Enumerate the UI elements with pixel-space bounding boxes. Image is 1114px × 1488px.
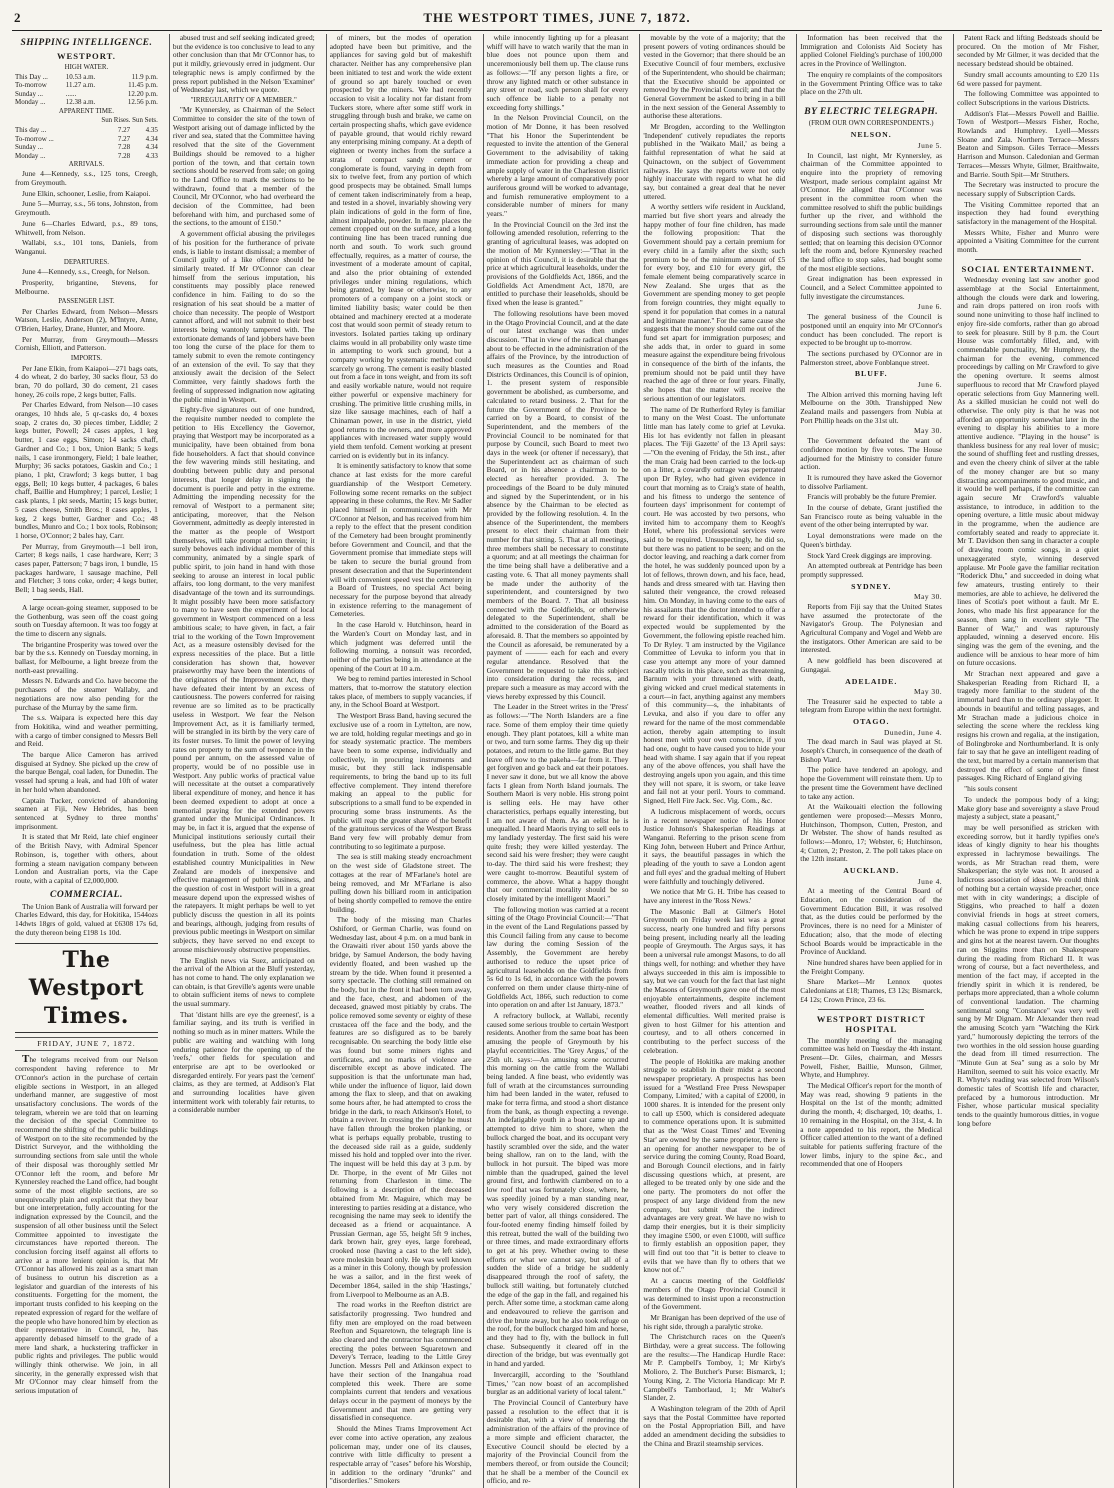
quote-heading: "IRREGULARITY OF A MEMBER." [190, 96, 297, 104]
table-cell: ...... [65, 89, 77, 98]
table-row [15, 152, 158, 160]
article-paragraph: Information has been received that the Immigration and Colonists Aid Society has applied Colonel Fielding's purchase of 100,000 acres in the Province of Wellington. [800, 33, 943, 69]
article-paragraph: The following motion was carried at a recent sitting of the Otago Provincial Council:—"That in the event of the Land Regulations passed by this Council failing from any cause to become law during the coming Session of the Assembly, the Government are hereby authorised to reduce the upset price of agricultural leaseholds on the Goldfields from 5s 6d to 1s 6d, in accordance with the powers conferred on them under clause thirty-nine of Goldfields Act, 1866, such reduction to come into operation on and after 1st January, 1873." [486, 904, 629, 1010]
article-paragraph: We notice that Mr G. H. Tribe has ceased to have any interest in the 'Ross News.' [643, 887, 786, 905]
article-paragraph: Addison's Flat—Messrs Powell and Baillie. Town of Westport—Messrs Fisher, Roche, Rowlands and Humphrey. Lyell—Messrs Sloane and Zala. Northern Terrace—Messrs Beaton and Simpson. Giles Terrace—Messrs Harrison and Munson. Caledonian and German Terraces—Messrs Whyte, Gilmer, Braithwaite, and Barrie. South Spit—Mr Struthers. [957, 108, 1099, 179]
dateline: June 4. [917, 876, 943, 886]
adelaide-heading: ADELAIDE. [845, 676, 898, 686]
table-cell: 12.38 a.m. [65, 98, 96, 107]
masthead-title: THE WESTPORT TIMES, JUNE 7, 1872. [423, 10, 691, 25]
import-item: Per Murray, from Greymouth—1 bell iron, Carter; 8 kegs nails, 1 case hardware, Kerr; 3 cases paper, Patterson; 7 bags iron, 1 bundle, 15 packages hardware, 1 sausage machine, Pell and Fletcher; 3 tons coke, order; 4 kegs butter, Bell; 1 bag seeds, Hall. [15, 541, 158, 595]
table-row [15, 98, 158, 106]
departures-heading: DEPARTURES. [63, 258, 109, 266]
passenger-item: Per Murray, from Greymouth—Messrs Cornish, Elliott, and Patterson. [15, 334, 158, 353]
news-item: The s.s. Waipara is expected here this day from Hokitika, wind and weather permitting, with a cargo of timber consigned to Messrs Bell and Reid. [15, 713, 158, 749]
table-cell: 7.27 [117, 126, 131, 135]
article-paragraph: "his souls consent [964, 784, 1018, 794]
article-paragraph: Sundry small accounts amounting to £20 11s 6d were passed for payment. [957, 69, 1099, 88]
passenger-item: Per Charles Edward, from Nelson—Messrs Watson, Leslie, Anderson (2), M'Intyre, Anne, O'Brien, Harley, Drane, Hunter, and Moore. [15, 306, 158, 334]
table-cell: 7.28 [117, 143, 131, 152]
nelson-heading: NELSON. [850, 130, 892, 140]
article-paragraph: movable by the vote of a majority; that the present powers of voting ordinances should be vested in the Governor; that there should be an Executive Council of four members, exclusive of the Superintendent, who should be chairman; that the Executive should be appointed or removed by the Provincial Council; and that the General Government be asked to bring in a bill in the next session of the General Assembly to authorise these alterations. [643, 33, 786, 121]
newspaper-nameplate: The Westport Times. [15, 943, 158, 1033]
table-cell: Sunday ... [15, 143, 43, 152]
article-paragraph: The road works in the Reefton district are satisfactorily progressing. Two hundred and fifty men are employed on the road between Reefton and Squaretown, the telegraph line is also cleared and the contractor has commenced erecting the poles between Squaretown and Devery's Terrace, leading to the Little Grey Junction. Messrs Pell and Atkinson expect to have their section of the Inangahua road completed this week. There are some complaints current that tenders and vexatious delays occur in the payment of moneys by the Government and that men are getting very dissatisfied in consequence. [329, 1300, 472, 1423]
dateline: June 6. [917, 302, 943, 312]
arrival-item: June 5—Murray, s.s., 56 tons, Johnston, from Greymouth. [15, 199, 158, 218]
article-paragraph: A worthy settlers wife resident in Auckland, married but five short years and already the happy mother of four fine children, has made the following proposition: That the Government should pay a certain premium for every child in a family after the sixth; such premium to be of the minimum amount of £5 for every boy, and £10 for every girl, the female element being comparatively scarce in New Zealand. She urges that as the Government are spending money to get people from foreign countries, they might equally to spend it for population that comes in a natural and legitimate manner." For the same cause she suggests that the money should come out of the fund set apart for immigration purposes; and she adds that, in order to guard in some measure against the expenditure being frivolous in consequence of the birth of the infants, the premium should not be paid until they have reached the age of three or four years. Finally, she hopes that the matter will receive the serious attention of our legislators. [643, 202, 786, 403]
article-paragraph: The Visiting Committee reported that an inspection they had found everything satisfactory in the management of the Hospital. [957, 199, 1099, 227]
table-cell: 7.27 [117, 134, 131, 143]
telegram-item: The police have tendered an apology, and hope the Government will reinstate them. Up to the present time the Government have declined to take any action. [800, 765, 943, 801]
news-item: Captain Tucker, convicted of abandoning seamen at Fiji, New Hebrides, has been sentenced at Sydney to three months' imprisonment. [15, 795, 158, 831]
social-heading: SOCIAL ENTERTAINMENT. [961, 263, 1095, 274]
article-paragraph: The enquiry re complaints of the compositors in the Government Printing Office was to take place on the 27th ult. [800, 69, 943, 97]
shipping-heading: SHIPPING INTELLIGENCE. [20, 38, 153, 48]
news-item: It is stated that Mr Reid, late chief engineer of the British Navy, with Admiral Spencer Robinson, is, together with others, about forming a steam navigation company between London and Australian ports, via the Cape route, with a capital of £2,000,000. [15, 832, 158, 885]
table-cell: 12.56 p.m. [127, 98, 158, 107]
telegram-item: A new goldfield has been discovered at Gungagai. [800, 656, 943, 674]
article-paragraph: The English news via Suez, anticipated on the arrival of the Albion at the Bluff yesterday, has not come to hand. The only explanation we can obtain, is that Greville's agents were unable to obtain sufficient items of news to complete the usual summary. [172, 955, 315, 1009]
high-water-table [15, 73, 158, 107]
telegram-item: The Government defeated the want of confidence motion by five votes. The House adjourned for the Ministry to consider future action. [800, 436, 943, 472]
telegram-item: Francis will probably be the future Premier. [807, 492, 937, 502]
divider [33, 599, 140, 600]
table-row [15, 90, 158, 98]
article-paragraph: abused trust and self seeking indicated greed; but the evidence is too conclusive to lead to any other conclusion than that Mr O'Connor has, to put it mildly, grievously erred in judgment. Our telegraphic news is amply confirmed by the press report published in the Nelson 'Examiner' of Wednesday last, which we quote. [172, 33, 315, 95]
article-paragraph: "Mr Kynnersley, as Chairman of the Select Committee to consider the site of the town of Westport arising out of damage inflicted by the river and sea, stated that the Committee having resolved that the site of the Government Buildings should be removed to a higher portion of the town, and that certain town sections should be reserved from sale; on going to the Land Office to mark the sections to be withdrawn, found that a member of the Council, Mr O'Connor, who had overheard the decision of the Committee, had been beforehand with him, and purchased some of the sections, to the amount of £150." [172, 105, 315, 228]
article-paragraph: may be well personified as stricken with exceeding sorrow, but it hardly typifies one's ideas of kingly dignity to hear his thoughts expressed in lachrymose bewailings. The words, as Mr Strachan read them, were Shakesperian; the style was not. It aroused a ludicrous association of ideas. We could think of nothing but a certain wayside preacher, once met with in city wanderings; a disciple of Stiggins, who preached to half a dozen convivial friends in hogs at street corners, making casual collections from his hearers, which he was prone to expend in tripe suppers and gins hot at the nearest tavern. Our thoughts ran on Stiggins more than on Shakespeare during the reading from Richard II. It was wrong of course, but a fact nevertheless, and mention of the fact may, if accepted in the friendly spirit in which it is rendered, be perhaps more appreciated, than a whole column of conventional laudation. The charming sentimental song "Constance" was very well sung by Mr Dignam. Mr Alexander then read the amusing Scotch yarn "Watching the Kirk yard," humorously depicting the terrors of the two worthies in the old session house guarding the dead from ill timed resurrection. The "Minute Gun at Sea" sung as a solo by Mr Hamilton, seemed to suit his voice exactly. Mr R. Whyte's reading was selected from Wilson's domestic tales of Scottish life and character, prefaced by a humorous introduction. Mr Fisher, whose particular musical speciality tends to the quaintly humorous ditties, in vogue long before [957, 822, 1099, 1128]
telegram-item: In the course of debate, Grant justified the San Francisco route as being valuable in the event of the other being interrupted by war. [800, 503, 943, 530]
import-item: Per Jane Elkin, from Kaiapoi—271 bags oats, 4 do wheat, 2 do barley, 30 sacks flour, 53 do bran, 70 do pollard, 30 do cement, 21 cases honey, 26 coils rope, 2 kegs butter, Falls. [15, 363, 158, 399]
table-row [15, 135, 158, 143]
editorial-paragraph: The telegrams received from our Nelson correspondent having reference to Mr O'Connor's action in the purchase of certain eligible sections in Westport, in an alleged underhand manner, are suggestive of most unsatisfactory conclusions. The words of the telegram, wherein we are told that on learning the decision of the special Committee to recommend the shifting of the public buildings of Westport on to the site recommended by the District Surveyor, and the withholding the surrounding sections from sale until the whole of their disposal was thoroughly settled Mr O'Connor left the room, and before Mr Kynnersley reached the Land office, had bought some of the most eligible sections, are so unequivocally plain and explicit that they bear but one interpretation, fully accounting for the indignation expressed by the Council, and the suspension of all other business until the Select Committee appointed to investigate the circumstances have reported thereon. The conclusion forcing itself against all efforts to arrive at a more lenient opinion is, that Mr O'Connor has allowed his zeal as a smart man of business to outrun his discretion as a legislator and guardian of the interests of his constituents. Forgetting for the moment, the important trusts confided to his keeping on the repeated expression of regard for the welfare of the people who have honored him by election as their representative in Council, he, has apparently debased himself to the grade of a mere land shark, a huckstering trafficker in public rights and privileges. The public would willingly think otherwise. We join, in all sincerity, in the generally expressed wish that Mr O'Connor may clear himself from the serious imputation of [15, 1053, 158, 1396]
article-paragraph: The monthly meeting of the managing committee was held on Tuesday the 4th instant. Present—Dr. Giles, chairman, and Messrs Powell, Fisher, Baillie, Munson, Gilmer, Whyte, and Humphrey. [800, 1035, 943, 1080]
telegram-item: Loyal demonstrations were made on the Queen's birthday. [800, 531, 943, 549]
table-cell: This day ... [15, 126, 47, 135]
article-paragraph: The name of Dr Rutherford Ryley is familiar to many on the West Coast. The unfortunate little man has lately come to grief at Levuka. His lot has evidently not fallen in pleasant places. The 'Fiji Gazette' of the 13 April says:—"On the evening of Friday, the 5th inst., after the man Craig had been carried to the lock-up on a litter, a cowardly outrage was perpetrated upon Dr Ryley, who had given evidence in court that morning as to Craig's state of health, and his fitness to undergo the sentence of fourteen days' imprisonment for contempt of court. He was accosted by two persons, who invited him to accompany them to Keogh's Hotel, where his professional services were said to be required. Unsuspectingly, he did so, but there was no patient to be seen; and on the doctor leaving, and reaching a dark corner from the hotel, he was suddenly pounced upon by a lot of fellows, thrown down, and his face, head, hands and dress smeared with tar. Having then saluted their vengeance, the crowd released him. On Monday, in having come to the ears of his assailants that the doctor intended to offer a reward for their identification, which it was expected would be supplemented by the Government, the following epistle reached him. To Dr Ryley. 'I am instructed by the Vigilance Committee of Levuka to inform you that in case you attempt any more of your damned rascally tricks in this place, such as threatening, Barnum with your threatened with death, giving wicked and cruel medical statements in a court—in fact, anything against any members of this community—s, the inhabitants of Levuka, and also if you dare to offer any reward for the name of the most commendable action, thereby again attempting to insult honest men with your own conscience, if you had one, ought to have caused you to hide your head with shame. I say again that if you repeat any of the above offences, you shall have the destroying angels upon you again, and this time they will not spare, it is sworn, or take leave and fail not at your peril. Yours to command. Signed, Hell Fire Jack. Sec. Vig. Com., &c. [643, 404, 786, 806]
column-1 [12, 34, 161, 1488]
table-cell: 4.35 [145, 126, 158, 135]
telegram-item: At the Waikouaiti election the following gentlemen were proposed:—Messrs Monro, Hutchinson, Thompson, Cutten, Preston, and Dr Webster. The show of hands resulted as follows:—Monro, 17; Webster, 6; Hutchinson, 4; Cutten, 2; Preston, 2. The poll takes place on the 12th instant. [800, 802, 943, 864]
dateline: May 30. [914, 592, 943, 602]
article-paragraph: of miners, but the modes of operation adopted have been but primitive, and the appliances for saving gold but of makeshift character. Neither has any comprehensive plan been initiated to test and work the wide extent of ground so apt barely touched or even prospected by the miners. We had recently occasion to visit a locality not far distant from Tuckers store, where after some stiff work in struggling through bush and brake, we came on certain prospecting shafts, which gave evidence of payable ground, that would richly reward any enterprising mining company. At a depth of eighteen or twenty inches from the surface a strata of compact sandy cement or conglomerate is found, varying in depth from six to twelve feet, from any portion of which good prospects may be obtained. Small lumps of cement taken indiscriminately from a heap, and tested in a shovel, invariably showing very plain indications of gold in the form of fine, almost impalpable, powder. In many places the cement cropped out on the surface, and a long continuing line has been traced running due north and south. To work such ground effectually, requires, as a matter of course, the investment of a moderate amount of capital, and also the prior obtaining of extended privileges under mining regulations, which being granted, by lease or otherwise, to any promoters of a company on a joint stock or limited liability basis; water could be then obtained and machinery erected at a moderate cost that would soon permit of steady return to investors. Isolated parties taking up ordinary claims would in all probability only waste time in attempting to work such ground, but a company working by systematic method could scarcely go wrong. The cement is easily blasted out from a face in tons weight, and from its soft and easily workable nature, would not require either powerful or expensive machinery for crushing. The primitive little crushing mills, in size like sausage machines, each of half a Chinaman power, in use in the district, yield good returns to the owners, and more approved appliances with increased water supply would yield them tenfold. Cement working at present carried on is evidently but in its infancy. [329, 33, 472, 460]
news-item: A large ocean-going steamer, supposed to be the Gothenburg, was seen off the coast going south on Tuesday afternoon. It was too foggy at the time to discern any signals. [15, 602, 158, 638]
article-paragraph: At a caucus meeting of the Goldfields' members of the Otago Provincial Council it was determined to insist upon a reconstruction of the Government. [643, 1276, 786, 1312]
article-paragraph: The Leader in the Street writes in the 'Press' as follows:—"The North Islanders are a fine race. Some of them employ their time quietly enough. They plant potatoes, kill a white man or two, and turn some farms. They dig up their potatoes, and return to the little game. But they leave off now to the pakeha—far from it. They get forgiven and go back and eat their potatoes. I never saw it done, but we all know the above facts I glean from North Island journals. The Southern Maori is very noble. His strong point is selling eels. He may have other characteristics, perhaps equally interesting, but I am not aware of them. As an eelist he is unequalled. I heard Maoris trying to sell eels to my landlady yesterday. The first said his were quite fresh; they were killed yesterday. The second said his were fresher; they were caught to-day. The third said his were freshest; they were caught to-morrow. Beautiful system of commerce, the above. What a happy thought that our commercial morality should be so closely imitated by the intelligent Maori." [486, 702, 629, 903]
article-paragraph: Should the Mines Trams Improvement Act ever come into active operation, any zealous policeman may, under one of its clauses, contrive with little difficulty to present a respectable array of "cases" before his Worship, in addition to the ordinary "drunks" and "disorderlies." Smokers [329, 1424, 472, 1486]
article-paragraph: To undeck the pompous body of a king; Make glory base and sovereignty a slave Proud majesty a subject, state a peasant," [957, 794, 1099, 822]
commercial-heading: COMMERCIAL. [50, 889, 123, 900]
table-cell: To-morrow ... [15, 134, 54, 143]
telegram-item: Nine hundred shares have been applied for in the Freight Company. [800, 957, 943, 976]
departure-item: June 4—Kennedy, s.s., Creegh, for Nelson. [22, 267, 150, 277]
apparent-time-columns: Sun Rises. Sun Sets. [101, 116, 158, 124]
telegram-item: The general business of the Council is postponed until an enquiry into Mr O'Connor's conduct has been concluded. The report is expected to be brought up to-morrow. [800, 312, 943, 348]
arrival-item: June 4—Kennedy, s.s., 125 tons, Creegh, from Greymouth. [15, 169, 158, 188]
table-cell: 4.34 [145, 134, 158, 143]
article-paragraph: The people of Hokitika are making another struggle to establish in their midst a second newspaper proprietary. A prospectus has been issued for a 'Westland Free Press Newspaper Company, Limited,' with a capital of £2000, in 1000 shares. It is intended for the present only to call up £500, which is considered adequate to commence operations upon. It is submitted that as the 'West Coast Times' and 'Evening Star' are owned by the same proprietor, there is an opening for another newspaper to be of service during the coming County, Road Board, and Borough Council elections, and in fairly discussing questions which, at present, are alleged to be treated only by one side and the one party. The promoters do not offer the prospect of any large dividend from the new company, but submit that the indirect advantages are very great. We have no wish to damp their energies, but it is their simplicity they imagine £500, or even £1000, will suffice to firmly establish an opposition paper, they will find out too that "it is better to cleave to evils that we have than fly to others that we know not of." [643, 1056, 786, 1275]
sydney-heading: SYDNEY. [851, 581, 892, 591]
divider [975, 259, 1081, 260]
article-paragraph: A government official abusing the privileges of his position for the furtherance of private ends, is liable to instant dismissal; a member of Council guilty of a like offence should be similarly treated. If Mr O'Connor can clear himself from the serious imputation, his constituents may possibly place renewed confidence in him. Failing to do so the resignation of his seat should be a matter of choice than necessity. The people of Westport cannot afford, and will not submit to their best interests being wantonly tampered with. The extortionate demands of land jobbers have been too long the curse of the place for them to tamely submit to even the remote contingency of an extension of the evil. To say that they anxiously await the decision of the Select Committee, very faintly shadows forth the feeling of suppressed indignation now agitating the public mind in Westport. [172, 229, 315, 404]
column-4 [483, 34, 632, 1488]
article-paragraph: The body of the missing man Charles Oshiford, or German Charlie, was found on Wednesday last, about 4 p.m. on a mud bank in the Orawaiti river about 150 yards above the bridge, by Samuel Anderson, the body having evidently floated, and been washed up the stream by the tide. When found it presented a sorry spectacle. The clothing still remained on the body, but in the front it had been torn away, and the face, chest, and abdomen of the deceased, gnawed most pitiably by crabs. The police removed some seventy or eighty of these crustacea off the face and the body, and the features are so disfigured as to be barely recognisable. On searching the body little else was found but some miners rights and certificates, and no marks of violence are discernible except as above indicated. The supposition is that the unfortunate man had, while under the influence of liquor, laid down among the flax to sleep, and that on awaking some hours after, he had attempted to cross the bridge in the dark, to reach Atkinson's Hotel, to obtain a reviver. In crossing the bridge he must have fallen through the broken planking, or what is perhaps equally probable, trusting to the deceased side rail as a guide, suddenly missed his hold and toppled over into the river. The inquest will be held this day at 3 p.m. by Dr. Thorpe, in the event of Mr Giles not returning from Charleston in time. The following is a description of the deceased obtained from Mr. Maguire, which may be interesting to parties residing at a distance, who recognising the name may seek to identify the deceased as a friend or acquaintance. A Prussian German, age 55, height 5ft 9 inches, dark brown hair, grey eyes, large forehead, crooked nose (having a cast to the left side), wore moleskin beard only. He was well known as a miner in this Colony, though by profession he was a sailor, and in the first week of December 1864, sailed in the ship 'Hastings,' from Liverpool to Melbourne as an A.B. [329, 915, 472, 1299]
apparent-time-heading: APPARENT TIME. [58, 107, 114, 115]
auckland-heading: AUCKLAND. [843, 866, 900, 876]
table-cell: Sunday ... [15, 89, 43, 98]
article-paragraph: Invercargill, according to the 'Southland Times,' "can now boast of an accomplished burglar as an additional variety of local talent." [486, 1369, 629, 1397]
masthead [12, 8, 1102, 31]
passenger-heading: PASSENGER LIST. [58, 298, 115, 306]
divider [818, 1009, 924, 1010]
telegram-item: Great indignation has been expressed in Council, and a Select Committee appointed to fully investigate the circumstances. [800, 274, 943, 301]
telegram-item: The dead march in Saul was played at St. Joseph's Church, in consequence of the death of Bishop Viard. [800, 737, 943, 764]
telegram-item: In Council, last night, Mr Kynnersley, as chairman of the Committee appointed to enquire into the propriety of removing Westport, made serious complaint against Mr O'Connor. He alleged that O'Connor was present in the committee room when the committee resolved to shift the public buildings further up the river, and withhold the surrounding sections from sale until the manner of disposing such sections was thoroughly settled; that on learning this decision O'Connor left the room and, before Kynnersley reached the land office to stop sales, had bought some of the most eligible sections. [800, 150, 943, 273]
article-paragraph: The sea is still making steady encroachment on the west side of Gladstone street. The cottages at the rear of M'Farlane's hotel are being removed, and Mr M'Farlane is also pulling down his billiard room in anticipation of being shortly compelled to remove the entire building. [329, 852, 472, 914]
issue-dateline: FRIDAY, JUNE 7, 1872. [15, 1037, 158, 1051]
columns [12, 33, 1102, 1486]
article-paragraph: The Provincial Council of Canterbury have passed a resolution to the effect that it is desirable that, with a view of rendering the administration of the affairs of the province of a more simple and efficient character, the Executive Council should be elected by a majority of the Provincial Council from the members thereof, or from outside the Council; that he shall be a member of the Council ex officio, and re- [486, 1397, 629, 1486]
telegram-item: The sections purchased by O'Connor are in Palmerston street, above Fonblanque street. [800, 349, 943, 367]
article-paragraph: The Westport Brass Band, having secured the exclusive use of a room in Lyttelton, are now, we are told, holding regular meetings and go in for steady systematic practice. The members have been to some expense, individually and collectively, in procuring instruments and music, but they still lack indispensable requirements, to bring the band up to its full effective complement. They intend therefore making an appeal to the public for subscriptions to a small fund to be expended in procuring some brass instruments. As the public will reap the greater share of the benefit of the gratuitous services of the Westport Brass Band very few will probably demur from contributing to so legitimate a purpose. [329, 711, 472, 851]
table-cell: Monday ... [15, 151, 46, 160]
dateline: June 6. [917, 379, 943, 389]
table-cell: 11.9 p.m. [131, 72, 158, 81]
table-cell: 4.33 [145, 151, 158, 160]
divider [818, 101, 924, 102]
table-cell: 4.34 [145, 143, 158, 152]
telegram-item: Reports from Fiji say that the United States have assumed the protectorate of the Navigator's Group. The Polynesian and Agricultural Company and Vogel and Webb are the instigators. Other American are said to be interested. [800, 601, 943, 655]
table-cell: 12.20 p.m. [127, 89, 158, 98]
table-cell: Monday ... [15, 98, 46, 107]
table-cell: 10.53 a.m. [65, 72, 96, 81]
column-6 [796, 34, 945, 1488]
article-paragraph: In the Nelson Provincial Council, on the motion of Mr Donne, it has been resolved "That his Honor the Superintendent be requested to invite the attention of the General Government to the advisability of taking immediate action for providing a cheap and ample supply of water in the Charleston district whereby a large amount of comparatively poor auriferous ground will be worked to advantage, and furnish remunerative employment to a considerable number of miners for many years." [486, 113, 629, 219]
table-cell: 7.28 [117, 151, 131, 160]
import-item: Per Charles Edward, from Nelson—10 cases oranges, 10 hhds ale, 5 qr-casks do, 4 boxes soap, 2 crates do, 30 pieces timber, Liddle; 2 kegs butter, Powell; 24 cases apples, 1 keg butter, 1 case eggs, Simon; 14 sacks chaff, Gardner and Co.; 1 box, Union Bank; 5 kegs nails, 1 case ironmongery, Field; 1 bale leather, Murphy; 36 sacks potatoes, Gaskin and Co.; 1 piano, 1 pkt, Crawford; 3 kegs butter, 1 bag eggs, Bell; 10 kegs butter, 4 packages, 6 bales chaff, Baillie and Humphrey; 1 parcel, Leslie; 1 cask plants, 1 pkt seeds, Martin; 15 kegs butter, 5 cases cheese, Smith Bros.; 8 cases apples, 1 keg, 2 kegs butter, Gardner and Co.; 48 bundles, Munro and Co.; 1 box tools, Robinson; 1 horse, O'Connor; 2 bales hay, Carr. [15, 400, 158, 540]
article-paragraph: A Washington telegram of the 20th of April says that the Postal Committee have reported on the Postal Appropriation Bill, and have added an amendment deciding the subsidies to the China and Brazil steamship services. [643, 1403, 786, 1448]
table-cell: 11.45 p.m. [128, 81, 158, 90]
article-paragraph: Wednesday evening last saw another good assemblage at the Social Entertainment, although the clouds were dark and lowering, and rain drops pattered on iron roofs with sound none uninviting to those half inclined to enjoy fire-side comforts, rather than go abroad to seek for pleasure. Still by 8 p.m. the Court House was comfortably filled, and, with commendable punctuality, Mr Humphrey, the chairman for the evening, commenced proceedings by calling on Mr Crawford to give the opening overture. It seems almost superfluous to record that Mr Crawford played operatic selections from Guy Mannering well. As a skilled musician he could not well do otherwise. The only pity is that he was not afforded an opportunity somewhat later in the evening to display his abilities to a more attentive audience. "Playing in the house" is thankless business for any real lover of music; the sound of shuffling feet and rustling dresses, and even the cheery chink of silver at the table of the money changer are but so many distracting accompaniments to good music, and it would be well perhaps, if the committee can again secure Mr Crawford's valuable assistance, to introduce, in addition to the opening overture, a little music about midway in the programme, when the audience are comfortably seated and ready to appreciate it. Mr T. Davidson then sang in character a couple of drawing room comic songs, in a quiet unexaggerated style, winning deserved applause. Mr Poole gave the familiar recitation "Roderick Dhu," and succeeded in doing what few amateurs, trusting entirely to their memories, are able to achieve, he delivered the lines of Scotia's poet without a fault. Mr E. Jones, who made his first appearance for the season, then sang in excellent style "The Banner of War," and was rapturously applauded, winning a deserved encore. His singing was the gem of the evening, and the audience will be anxious to hear more of him on future occasions. [957, 275, 1099, 668]
table-row [15, 126, 158, 134]
article-paragraph: Eighty-five signatures out of one hundred, the requisite number needed to complete the petition to His Excellency the Governor, praying that Westport may be incorporated as a municipality, have been obtained from bona fide householders. A fact that should convince the few wavering minds still hesitating, and doubting between public duty and personal interests, that longer delay in signing the document is puerile and petty in the extreme. Admitting the impending necessity for the removal of Westport to a permanent site; anticipating, moreover, that the Nelson Government, admittedly as deeply interested in the matter as the people of Westport themselves, will take prompt action therein; it surely behoves each individual member of this community, animated by a single spark of public spirit, to join hand in hand with those seeking to arouse an interest in local public affairs, too long dormant, to the very manifest disadvantage of the town and its surroundings. It might possibly have been more satisfactory to many to have seen the experiment of local government in Westport commenced on a less ambitious scale; to have given, in fact, a fair trial to the working of the Town Improvement Act, as a measure ostensibly devised for the express necessities of the place. But a little consideration has shown that, however praiseworthy may have been the intentions of the originators of the Improvement Act, they have defeated their intent by an excess of cautiousness. The powers conferred for raising revenue are so limited as to be practically useless in Westport. We fear the Nelson Improvement Act, as it is familiarly termed, will be strangled in its birth by the very care of its foster nurses. To limit the power of levying rates on property to the sum of twopence in the pound per annum, on the assessed value of property, would be of no possible use in Westport. Any public works of practical value will necessitate at the outset a comparatively liberal expenditure of money, and hence it has been deemed expedient to adopt at once a memorial praying for the extended powers granted under the Municipal Ordinances. It may be, in fact it is, argued that the expense of Municipal institutions seriously curtail their usefulness, but the plea has little actual foundation in truth. Some of the oldest established country Municipalities in New Zealand are models of inexpensive and effective management of public business, and the question of cost in Westport will in a great measure depend upon the expressed wishes of the ratepayers. It might perhaps be well to yet publicly discuss the question in all its points and bearings, although, judging from results of previous public meetings in Westport on similar subjects, they have served no end except to arouse mischievously obstructive propensities. [172, 405, 315, 954]
table-cell: This Day ... [15, 72, 48, 81]
dateline: Dunedin, June 4. [884, 727, 943, 737]
article-paragraph: We beg to remind parties interested in School matters, that to-morrow the statutory election takes place, of members to supply vacancies, if any, in the School Board at Westport. [329, 674, 472, 710]
article-paragraph: Mr Brogden, according to the Wellington 'Independent' cutively repudiates the reports published in the 'Waikato Mail,' as being a faithful representation of what he said at Quinactown, on the subject of Government railways. He says the reports were not only highly inaccurate with regard to what he did say, but contained a great deal that he never uttered. [643, 122, 786, 201]
hospital-heading: WESTPORT DISTRICT HOSPITAL [816, 1013, 926, 1034]
commercial-item: The Union Bank of Australia will forward per Charles Edward, this day, for Hokitika, 1544ozs 14dwts 18grs of gold, valued at £6308 17s 6d, the duty thereon being £198 1s 10d. [15, 901, 158, 937]
dateline: May 30. [914, 426, 943, 436]
column-7 [953, 34, 1102, 1488]
table-row [15, 81, 158, 89]
telegram-item: An attempted outbreak at Pentridge has been promptly suppressed. [800, 561, 943, 579]
table-cell: 11.27 a.m. [65, 81, 96, 90]
dateline: May 30. [914, 687, 943, 696]
telegram-item: It is rumoured they have asked the Governor to dissolve Parliament. [800, 472, 943, 491]
arrivals-heading: ARRIVALS. [68, 160, 105, 168]
port-heading: WESTPORT. [56, 51, 116, 61]
telegram-item: The Albion arrived this morning having left Melbourne on the 30th. Transhipped New Zealand mails and passengers from Nubia at Port Phillip heads on the 31st ult. [800, 389, 943, 425]
table-row [15, 73, 158, 81]
high-water-heading: HIGH WATER. [64, 63, 109, 71]
otago-heading: OTAGO. [853, 717, 890, 727]
telegraph-heading: BY ELECTRIC TELEGRAPH. [804, 106, 939, 117]
news-item: Messrs N. Edwards and Co. have become the purchasers of the steamer Wallaby, and negotiations are now also pending for the purchase of the Murray by the same firm. [15, 676, 158, 712]
article-paragraph: The following resolutions have been moved in the Otago Provincial Council, and at the date of our latest exchange was then under discussion. "That in view of the radical changes about to be effected in the administration of the affairs of the Province, by the introduction of such measures as the Counties and Road Districts Ordinances, this Council is of opinion, 1. the present system of responsible government be abolished, as cumbersome, and calculated to retard business. 2. That for the future the Government of the Province be carried on by a Board, to consist of the Superintendent, and the members of the Provincial Council to be nominated for that purpose by Council, such Board to meet two days in the week (or oftener if necessary), that the Superintendent act as chairman of such Board, or in his absence a chairman to be elected as hereafter provided. 3. The proceedings of the Board to be duly minuted and signed by the Superintendent, or in his absence by the Chairman to be elected as provided by the following resolution. 4. In the absence of the Superintendent, the members present to elect their chairman from their number for that sitting. 5. That at all meetings, three members shall be necessary to constitute a quorum; and at all meetings the chairman for the time being shall have a deliberative and a casting vote. 6. That all money payments shall be made under the authority of the superintendent, and countersigned by two members of the Board. 7. That all business connected with the Goldfields, or otherwise delegated to the Superintendent, shall be admitted to the consideration of the Board as aforesaid. 8. That the members so appointed by the Council as aforesaid, be remunerated by a payment of ——— each for each and every regular attendance. Resolved that the Government be requested to take this subject into consideration during the recess, and prepare such a measure as may accord with the views hereby expressed by this Council. [486, 308, 629, 701]
article-paragraph: In the case Harold v. Hutchinson, heard in the Warden's Court on Monday last, and in which judgment was deferred until the following morning, a nonsuit was recorded, neither of the parties being in attendance at the opening of the Court at 10 a.m. [329, 620, 472, 673]
article-paragraph: Messrs White, Fisher and Munro were appointed a Visiting Committee for the current month. [957, 227, 1099, 255]
article-paragraph: The Medical Officer's report for the month of May was read, showing 9 patients in the Hospital on the 1st of the month; admitted during the month, 4; discharged, 10; deaths, 1. 10 remaining in the Hospital, on the 31st, 4. In a note appended to his report, the Medical Officer called attention to the want of a defined suitable for patients suffering fracture of the lower limbs, injury to the spine &c., and recommended that one of Hoopers [800, 1081, 943, 1169]
arrival-item: June 6—Charles Edward, p.s., 89 tons, Whitwell, from Nelson. [15, 218, 158, 237]
column-3 [326, 34, 475, 1488]
article-paragraph: A refractory bullock, at Wallabi, recently caused some serious trouble to certain Westport residents. Another from the same boat has been amusing the people of Greymouth by his playful eccentricities. The 'Grey Argus,' of the 25th ult. says:—An amusing scene occurred this morning on the cattle from the Wallabi being landed. A fine beast, who evidently was full of wrath at the circumstances surrounding him had been landed in the water, refused to make for terra firma, and stood a short distance from the bank, as though expecting a revenge. An indefatigable youth in a boat came up and attempted to drive him to shore, when the bullock charged the boat, and its occupant very hastily scrambled over the side, and the water being shallow, ran on to the land, with the bullock in hot pursuit. The biped was more nimble than the quadruped, gained the level ground first, and forthwith clambered on to a low roof that was fortunately close, where, he was speedily joined by a man standing near, who very wisely considered discretion the better part of valor, all things considered. The four-footed enemy finding himself foiled by this retreat, butted the wall of the building two or three times, and made extraordinary efforts to get at his prey. Whether owing to these efforts or what we cannot say, but all of a sudden the slide of a bridge he suddenly disappeared through the roof of safety, the bullock still waiting, but fortunately clutched the edge of the gap in the fall, and regained his perch. After some time, a stockman came along and endeavoured to relieve the garrison and drive the brute away, but he also took refuge on the roof, for the bullock charged him and horse, and they had to fly, with the bullock in full chase. Subsequently it cleared off in the direction of the bridge, but was eventually got in hand and yarded. [486, 1011, 629, 1369]
departure-item: Prosperity, brigantine, Stevens, for Melbourne. [15, 277, 158, 296]
article-paragraph: while innocently lighting up for a pleasant whiff will have to watch warily that the man in blue does not pounce upon them and unceremoniously bell them up. The clause runs as follows:—"If any person lights a fire, or throw any lighted match or other substance in any street or road, such person shall for every such offence be liable to a penalty not exceeding forty shillings." [486, 33, 629, 112]
arrival-item: June Elkin, schooner, Leslie, from Kaiapoi. [22, 188, 151, 198]
article-paragraph: A ludicrous misplacement of words, occurs in a recent newspaper notice of his Honor Justice Johnson's Shakesperian Readings at Wanganui. Referring to the prison scene from King John, between Hubert and Prince Arthur, it says, the beautiful passages in which the pleading of the youth to save a London agent and full eyes' and the gradual melting of Hubert were faithfully and touchingly delivered. [643, 806, 786, 886]
news-item: The brigantine Prosperity was towed over the bar by the s.s. Kennedy on Tuesday morning, in ballast, for Melbourne, a light breeze from the north-east prevailing. [15, 639, 158, 675]
telegram-item: The Treasurer said he expected to table a telegram from Europe within the next fortnight. [800, 696, 943, 715]
bluff-heading: BLUFF. [854, 369, 888, 379]
article-paragraph: The following Committee was appointed to collect Subscriptions in the various Districts. [957, 89, 1099, 107]
news-item: The barque Alice Cameron has arrived disguised at Sydney. She picked up the crew of the barque Bengal, coal laden, for Dunedin. The vessel had sprung a leak, and had 10ft of water in her hold when abandoned. [15, 750, 158, 794]
article-paragraph: That 'distant hills are eye the greenest', is a familiar saying, and its truth is verified in nothing so much as in miner matters. While the public are waiting and watching with long enduring patience for the opening up of the 'reefs,' other fields for speculation and enterprise are apt to be overlooked or disregarded entirely. For years past the 'cement' claims, as they are termed, at Addison's Flat and surrounding localities have given intermittent work with tolerably fair returns, to a considerable number [172, 1009, 315, 1115]
column-5 [639, 34, 788, 1488]
table-row [15, 143, 158, 151]
article-paragraph: Mr Strachan next appeared and gave a Shakesperian Reading from Richard II, a tragedy more familiar to the student of the immortal bard than to the ordinary playgoer. It abounds in beautiful and telling passages, and Mr Strachan made a judicious choice in selecting the scene where the reckless king resigns his crown and regalia, at the instigation, of Bolingbroke and Northumberland. It is only fair to say that he gave an intelligent reading of the text, but marred by a certain mannerism that destroyed the effect of some of the finest passages. King Richard of England giving [957, 669, 1099, 783]
arrival-item: Wallabi, s.s., 101 tons, Daniels, from Wanganui. [15, 238, 158, 256]
article-paragraph: Patent Rack and lifting Bedsteads should be procured. On the motion of Mr Fisher, seconded by Mr Gilmer, it was decided that the necessary bedstead should be obtained. [957, 33, 1099, 69]
telegram-item: At a meeting of the Central Board of Education, on the consideration of the Government Education Bill, it was resolved that, as the duties could be performed by the Provinces, there is no need for a Minister of Education; also, that the mode of electing School Boards would be impracticable in the Province of Auckland. [800, 886, 943, 957]
article-paragraph: It is eminently satisfactory to know that some chance at last exists for the more careful guardianship of the Westport Cemetery. Following some recent remarks on the subject appearing in these columns, the Rev. Mr Sadler placed himself in communication with Mr O'Connor at Nelson, and has received from him a reply to the effect that the present condition of the Cemetery had been brought prominently before Government and Council, and that the Government promise that immediate steps will be taken to secure the burial ground from present desecration and that the Superintendent will with convenient speed vest the cemetery in a Board of Trustees, no special Act being necessary for the purpose beyond that already in existence referring to the management of Cemeteries. [329, 461, 472, 619]
imports-heading: IMPORTS. [70, 355, 103, 363]
article-paragraph: The Secretary was instructed to procure the necessary supply of Subscription Cards. [957, 180, 1099, 198]
table-cell: To-morrow [15, 81, 47, 90]
article-paragraph: The Christchurch races on the Queen's Birthday, were a great success. The following are the results:—The Handicap Hurdle Race: Mr P. Campbell's Tomboy, 1; Mr Kirby's Molioro, 2. The Butcher's Purse: Bismarck, 1; Young King, 2. The Victoria Handicap: Mr P. Campbell's Tamborlaud, 1; Mr Walter's Slander, 2. [643, 1332, 786, 1403]
page-number: 2 [14, 10, 22, 25]
telegram-item: Share Market—Mr Lennox quotes Caledonians at £18; Thames, £3 12s; Bismarck, £4 12s; Crown Prince, 23 6s. [800, 977, 943, 1004]
article-paragraph: The Masonic Ball at Gilmer's Hotel Greymouth on Friday week last was a great success, nearly one hundred and fifty persons being present, including nearly all the leading people of Greymouth. The Argus says, it has been a universal rule amongst Masons, to do all things well, for nothing: and whether they have always succeeded in this aim is impossible to say, but we can vouch for the fact that last night the Masons of Greymouth gave one of the most enjoyable entertainments, despite inclement weather, flooded rivers and all kinds of elemental difficulties. Well merited praise is given to host Gilmer for his attention and courtesy, and to all others concerned in contributing to the perfect success of the celebration. [643, 906, 786, 1055]
dateline: June 5. [917, 140, 943, 150]
column-2 [169, 34, 318, 1488]
article-paragraph: Mr Branigan has been deprived of the use of his right side, through a paralytic stroke. [643, 1312, 786, 1331]
telegram-item: Stock Yard Creek diggings are improving. [807, 550, 932, 560]
article-paragraph: In the Provincial Council on the 3rd inst the following amended resolution, referring to the granting of agricultural leases, was adopted on the motion of Mr Kynnersley:—"That in the opinion of this Council, it is desirable that the price at which agricultural leaseholds, under the provisions of the Goldfields Act, 1866, and the Goldfields Act Amendment Act, 1870, are entitled to purchase their leaseholds, should be fixed when the lease is granted." [486, 219, 629, 308]
telegraph-subheading: (FROM OUR OWN CORRESPONDENTS.) [808, 119, 934, 127]
apparent-time-table [15, 126, 158, 160]
